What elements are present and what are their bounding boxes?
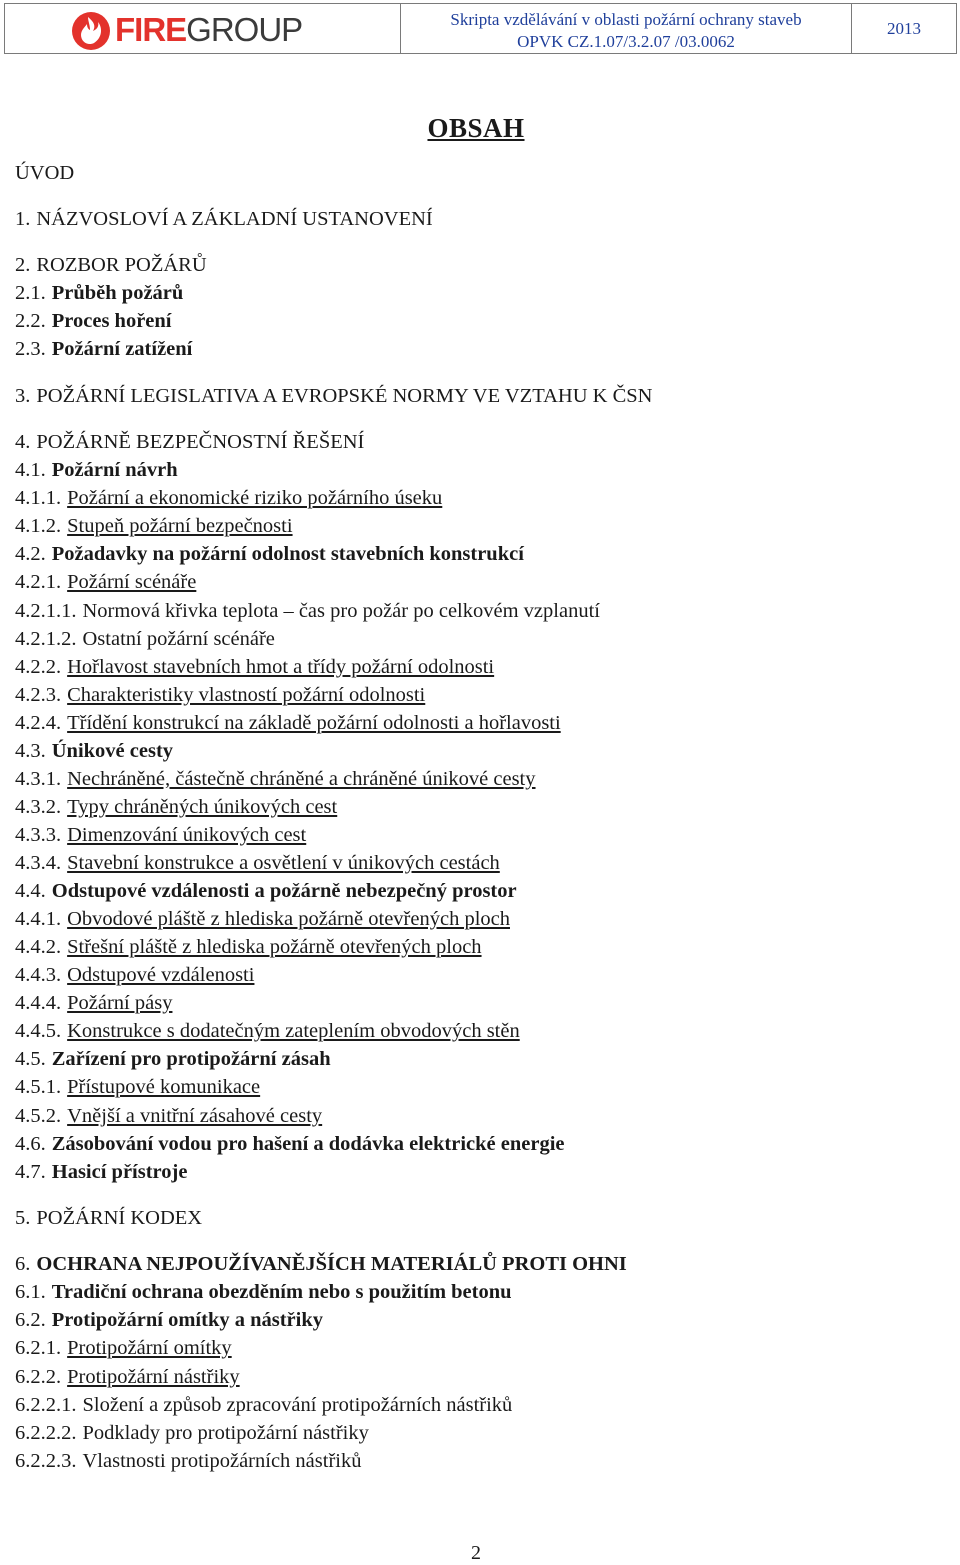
document-header [4,3,957,54]
toc-entry[interactable] [15,1205,202,1231]
toc-entry-label: Tradiční ochrana obezděním nebo s použitím betonu [51,1281,512,1303]
toc-entry-number: 4.4.3. [15,964,62,986]
toc-entry-number: 4.4. [15,880,46,902]
toc-entry[interactable] [15,682,425,708]
toc-entry[interactable] [15,1018,520,1044]
toc-entry[interactable] [15,280,183,306]
toc-entry-number: 4.3. [15,740,46,762]
toc-entry-label: ROZBOR POŽÁRŮ [36,254,207,276]
toc-entry-number: 4.2.3. [15,684,62,706]
header-title-cell [401,4,852,53]
toc-entry-label: Požární a ekonomické riziko požárního úseku [67,487,443,509]
toc-entry-number: 4.4.4. [15,992,62,1014]
toc-entry[interactable] [15,1420,369,1446]
toc-entry-number: 4.5.2. [15,1105,62,1127]
toc-entry-number: 4.5. [15,1048,46,1070]
toc-entry-label: Typy chráněných únikových cest [67,796,338,818]
header-year: 2013 [887,18,921,38]
toc-entry[interactable] [15,934,482,960]
toc-entry[interactable] [15,252,207,278]
toc-entry-label: Normová křivka teplota – čas pro požár po celkovém vzplanutí [82,600,600,622]
toc-entry-number: 6.2.2.2. [15,1422,77,1444]
toc-entry[interactable] [15,962,254,988]
toc-entry[interactable] [15,766,536,792]
toc-entry-label: OCHRANA NEJPOUŽÍVANĚJŠÍCH MATERIÁLŮ PROTI OHNI [36,1253,627,1275]
toc-entry[interactable] [15,1251,627,1277]
toc-entry-label: Podklady pro protipožární nástřiky [82,1422,369,1444]
toc-entry[interactable] [15,1159,187,1185]
toc-entry-number: 5. [15,1207,31,1229]
toc-entry-label: POŽÁRNÍ KODEX [36,1207,203,1229]
toc-entry-label: Třídění konstrukcí na základě požární odolnosti a hořlavosti [67,712,561,734]
toc-entry[interactable] [15,569,196,595]
toc-entry-number: 4.3.3. [15,824,62,846]
toc-entry-label: Nechráněné, částečně chráněné a chráněné únikové cesty [67,768,536,790]
toc-entry[interactable] [15,1448,361,1474]
toc-entry-number: 6.2.2.3. [15,1450,77,1472]
toc-entry-number: 4.2.4. [15,712,62,734]
toc-entry-number: 6.1. [15,1281,46,1303]
toc-entry[interactable] [15,710,561,736]
header-title-line1: Skripta vzdělávání v oblasti požární ochrany staveb [450,10,802,29]
toc-entry-number: 6.2. [15,1309,46,1331]
toc-entry-number: 4.4.2. [15,936,62,958]
toc-entry-label: Střešní pláště z hlediska požárně otevřených ploch [67,936,482,958]
toc-entry-number: 4.3.4. [15,852,62,874]
toc-entry-label: Únikové cesty [51,740,174,762]
toc-entry-label: Složení a způsob zpracování protipožárních nástřiků [82,1394,513,1416]
toc-entry-number: 6.2.2.1. [15,1394,77,1416]
toc-entry-label: Průběh požárů [51,282,184,304]
toc-entry-number: 4.6. [15,1133,46,1155]
toc-entry-label: Proces hoření [51,310,172,332]
toc-entry[interactable] [15,513,293,539]
toc-entry[interactable] [15,1103,322,1129]
toc-entry-number: 2.1. [15,282,46,304]
toc-entry[interactable] [15,822,306,848]
toc-entry-label: Odstupové vzdálenosti a požárně nebezpečný prostor [51,880,517,902]
page-number: 2 [471,1542,481,1564]
toc-entry-label: Zásobování vodou pro hašení a dodávka elektrické energie [51,1133,565,1155]
toc-entry-number: 4.3.1. [15,768,62,790]
toc-entry-number: 2.2. [15,310,46,332]
toc-entry-label: Přístupové komunikace [67,1076,261,1098]
toc-entry[interactable] [15,1364,240,1390]
toc-entry-label: Obvodové pláště z hlediska požárně otevřených ploch [67,908,510,930]
toc-entry-number: 6. [15,1253,31,1275]
toc-entry[interactable] [15,598,600,624]
header-year-cell [852,4,956,53]
toc-entry-number: 2.3. [15,338,46,360]
toc-entry-label: Ostatní požární scénáře [82,628,275,650]
toc-entry[interactable] [15,457,178,483]
toc-entry-number: 4.1. [15,459,46,481]
toc-entry[interactable] [15,654,494,680]
toc-entry-label: Charakteristiky vlastností požární odolnosti [67,684,426,706]
toc-entry-label: Hasicí přístroje [51,1161,188,1183]
toc-entry-label: Požadavky na požární odolnost stavebních konstrukcí [51,543,524,565]
toc-entry-number: 4.2.1. [15,571,62,593]
toc-entry-label: Požární zatížení [51,338,193,360]
header-title-line2: OPVK CZ.1.07/3.2.07 /03.0062 [517,32,735,51]
toc-entry-number: 4.2.1.1. [15,600,77,622]
logo-wordmark [115,13,302,47]
logo-fire-text: FIRE [115,11,187,48]
toc-entry-number: 4.2.2. [15,656,62,678]
toc-entry-label: ÚVOD [15,162,75,184]
toc-entry-number: 4.4.5. [15,1020,62,1042]
toc-entry[interactable] [15,906,510,932]
toc-entry-label: Požární scénáře [67,571,197,593]
toc-entry[interactable] [15,1131,565,1157]
toc-entry-number: 4.1.2. [15,515,62,537]
toc-entry[interactable] [15,1279,512,1305]
toc-entry[interactable] [15,206,433,232]
toc-entry[interactable] [15,626,275,652]
toc-entry-number: 2. [15,254,31,276]
toc-entry-number: 4. [15,431,31,453]
toc-entry-number: 4.1.1. [15,487,62,509]
toc-entry-number: 3. [15,385,31,407]
toc-entry-number: 6.2.1. [15,1337,62,1359]
toc-entry[interactable] [15,990,172,1016]
toc-entry-label: Dimenzování únikových cest [67,824,307,846]
toc-entry-number: 4.5.1. [15,1076,62,1098]
toc-entry[interactable] [15,1307,323,1333]
logo-group-text: GROUP [186,11,303,48]
toc-entry-label: Protipožární omítky [67,1337,232,1359]
toc-entry[interactable] [15,336,192,362]
toc-entry[interactable] [15,541,524,567]
toc-entry-label: POŽÁRNĚ BEZPEČNOSTNÍ ŘEŠENÍ [36,431,365,453]
toc-entry-number: 1. [15,208,31,230]
toc-entry[interactable] [15,850,500,876]
toc-entry-label: Požární návrh [51,459,178,481]
toc-entry-number: 4.7. [15,1161,46,1183]
toc-entry-label: Stavební konstrukce a osvětlení v únikových cestách [67,852,500,874]
toc-entry-label: Protipožární nástřiky [67,1366,240,1388]
toc-entry-number: 4.4.1. [15,908,62,930]
page-title: OBSAH [427,113,525,143]
toc-entry-label: Protipožární omítky a nástřiky [51,1309,323,1331]
toc-entry[interactable] [15,1046,331,1072]
toc-entry[interactable] [15,878,517,904]
toc-entry[interactable] [15,485,442,511]
toc-entry-label: Stupeň požární bezpečnosti [67,515,293,537]
toc-entry[interactable] [15,1335,232,1361]
toc-entry-number: 4.3.2. [15,796,62,818]
toc-entry-label: Hořlavost stavebních hmot a třídy požární odolnosti [67,656,495,678]
toc-entry-label: Zařízení pro protipožární zásah [51,1048,331,1070]
toc-entry-label: NÁZVOSLOVÍ A ZÁKLADNÍ USTANOVENÍ [36,208,433,230]
toc-entry[interactable] [15,1074,260,1100]
toc-entry[interactable] [15,1392,512,1418]
toc-entry-label: Vlastnosti protipožárních nástřiků [82,1450,362,1472]
toc-entry[interactable] [15,160,74,186]
toc-entry-label: Odstupové vzdálenosti [67,964,255,986]
toc-entry[interactable] [15,308,172,334]
toc-entry[interactable] [15,794,337,820]
toc-entry[interactable] [15,383,652,409]
toc-entry[interactable] [15,429,364,455]
toc-entry-label: POŽÁRNÍ LEGISLATIVA A EVROPSKÉ NORMY VE VZTAHU K ČSN [36,385,653,407]
toc-entry-label: Požární pásy [67,992,173,1014]
toc-entry-number: 4.2.1.2. [15,628,77,650]
toc-entry-label: Vnější a vnitřní zásahové cesty [67,1105,323,1127]
toc-entry-number: 6.2.2. [15,1366,62,1388]
logo-cell [5,4,401,53]
toc-entry-number: 4.2. [15,543,46,565]
toc-entry[interactable] [15,738,173,764]
fire-flame-icon [71,11,111,51]
toc-entry-label: Konstrukce s dodatečným zateplením obvodových stěn [67,1020,520,1042]
